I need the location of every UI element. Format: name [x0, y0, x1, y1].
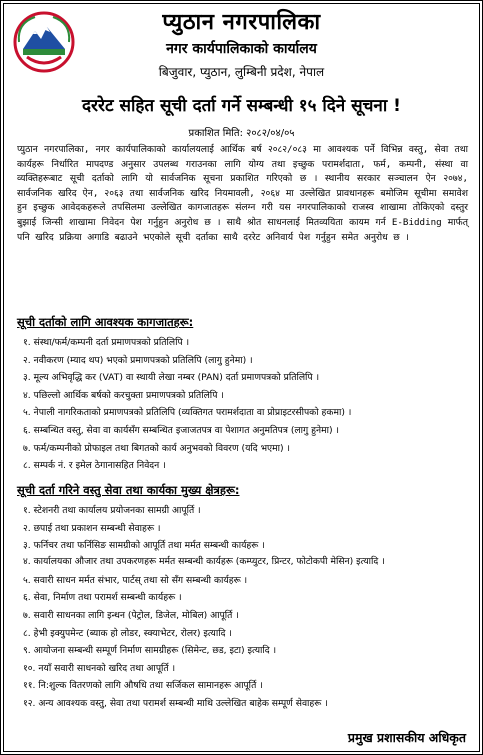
list-item: १. स्टेशनरी तथा कार्यालय प्रयोजनका सामग्री आपूर्ति । — [23, 505, 201, 516]
signatory-title: प्रमुख प्रशासकीय अधिकृत — [347, 730, 466, 745]
list-item: ५. नेपाली नागरिकताको प्रमाणपत्रको प्रतिलिपि (व्यक्तिगत परामर्शदाता वा प्रोप्राइटरसीपको हकमा) । — [23, 407, 352, 419]
list-item: २. नवीकरण (म्याद थप) भएको प्रमाणपत्रको प्रतिलिपि (लागु हुनेमा) । — [23, 354, 253, 366]
list-item: ३. मूल्य अभिवृद्धि कर (VAT) वा स्थायी लेखा नम्बर (PAN) दर्ता प्रमाणपत्रको प्रतिलिपि । — [23, 372, 320, 384]
required-documents-section — [17, 315, 468, 475]
office-name: नगर कार्यपालिकाको कार्यालय — [166, 41, 317, 57]
required-documents-list — [17, 334, 468, 475]
office-address: बिजुवार, प्युठान, लुम्बिनी प्रदेश, नेपाल — [158, 65, 325, 79]
service-areas-section — [17, 483, 468, 713]
required-documents-heading: सूची दर्ताको लागि आवश्यक कागजातहरू: — [17, 315, 194, 329]
header — [1, 1, 482, 85]
list-item: ६. सम्बन्धित वस्तु, सेवा वा कार्यसँग सम्बन्धित इजाजतपत्र वा पेशागत अनुमतिपत्र (लागु हुनेमा) । — [23, 424, 339, 436]
service-areas-list — [17, 502, 468, 713]
published-date: प्रकाशित मिति: २०८२/०४/०५ — [188, 128, 295, 139]
notice-title: दररेट सहित सूची दर्ता गर्ने सम्बन्धी १५ दिने सूचना ! — [82, 96, 401, 116]
list-item: २. छपाई तथा प्रकाशन सम्बन्धी सेवाहरू । — [23, 522, 161, 534]
list-item: ८. सम्पर्क नं. र इमेल ठेगानासहित निवेदन । — [23, 460, 166, 472]
municipality-name: प्युठान नगरपालिका — [162, 10, 321, 35]
service-areas-heading: सूची दर्ता गरिने वस्तु सेवा तथा कार्यका मुख्य क्षेत्रहरू: — [17, 483, 240, 497]
list-item: ७. फर्म/कम्पनीको प्रोफाइल तथा बिगतको कार्य अनुभवको विवरण (यदि भएमा) । — [23, 442, 290, 454]
list-item: ७. सवारी साधनका लागि इन्धन (पेट्रोल, डिजेल, मोबिल) आपूर्ति । — [23, 609, 239, 621]
list-item: ८. हेभी इक्युपमेन्ट (ब्याक हो लोडर, स्क्याभेटर, रोलर) इत्यादि । — [23, 627, 232, 639]
list-item: १०. नयाँ सवारी साधनको खरिद तथा आपूर्ति । — [23, 662, 176, 674]
list-item: १. संस्था/फर्म/कम्पनी दर्ता प्रमाणपत्रको प्रतिलिपि । — [23, 337, 190, 348]
list-item: ४. कार्यालयका औजार तथा उपकरणहरू मर्मत सम्बन्धी कार्यहरू (कम्प्युटर, प्रिन्टर, फोटोकपी मेसिन) इत्यादि । — [23, 555, 385, 567]
list-item: १२. अन्य आवश्यक वस्तु, सेवा तथा परामर्श सम्बन्धी माथि उल्लेखित बाहेक सम्पूर्ण सेवाहरू । — [23, 697, 328, 709]
list-item: ४. पछिल्लो आर्थिक बर्षको करचुक्ता प्रमाणपत्रको प्रतिलिपि । — [23, 389, 224, 401]
list-item: ६. सेवा, निर्माण तथा परामर्श सम्बन्धी कार्यहरू । — [23, 592, 182, 604]
notice-body: प्युठान नगरपालिका, नगर कार्यपालिकाको कार्यालयलाई आर्थिक बर्ष २०८२/०८३ मा आवश्यक पर्ने विभिन्न वस्तु, सेवा तथा कार्यहरू निर्धारित मापदण्ड अनुसार उपलब्ध गराउनका लागि योग्य तथा इच्छुक परामर्शदाता, फर्म, कम्पनी, संस्था वा व्यक्तिहरूबाट सूची दर्ताको लागि यो सार्वजनिक सूचना प्रकाशित गरिएको छ । स्थानीय सरकार सञ्चालन ऐन २०७४, सार्वजनिक खरिद ऐन, २०६३ तथा सार्वजनिक खरिद नियमावली, २०६४ मा उल्लेखित प्रावधानहरू बमोजिम सूचीमा समावेश हुन इच्छुक आवेदकहरूले तपसिलमा उल्लेखित कागजातहरू संलग्न गरी यस नगरपालिकाको राजस्व शाखामा तोकिएको दस्तुर बुझाई जिन्सी शाखामा निवेदन पेश गर्नुहुन अनुरोध छ । साथै श्रोत साधनलाई मितव्ययिता कायम गर्न E-Bidding मार्फत् पनि खरिद प्रक्रिया अगाडि बढाउने भएकोले सूची दर्ताका साथै दररेट अनिवार्य पेश गर्नुहुन समेत अनुरोध छ । — [17, 144, 468, 243]
list-item: ३. फर्निचर तथा फर्निसिङ सामग्रीको आपूर्ति तथा मर्मत सम्बन्धी कार्यहरू । — [23, 540, 265, 552]
list-item: ११. नि:शुल्क वितरणको लागि औषधि तथा सर्जिकल सामानहरू आपूर्ति । — [23, 680, 263, 692]
list-item: ९. आयोजना सम्बन्धी सम्पूर्ण निर्माण सामग्रीहरू (सिमेन्ट, छड, इटा) इत्यादि । — [23, 645, 277, 657]
list-item: ५. सवारी साधन मर्मत संभार, पार्टस् तथा सो सँग सम्बन्धी कार्यहरू । — [23, 574, 248, 586]
